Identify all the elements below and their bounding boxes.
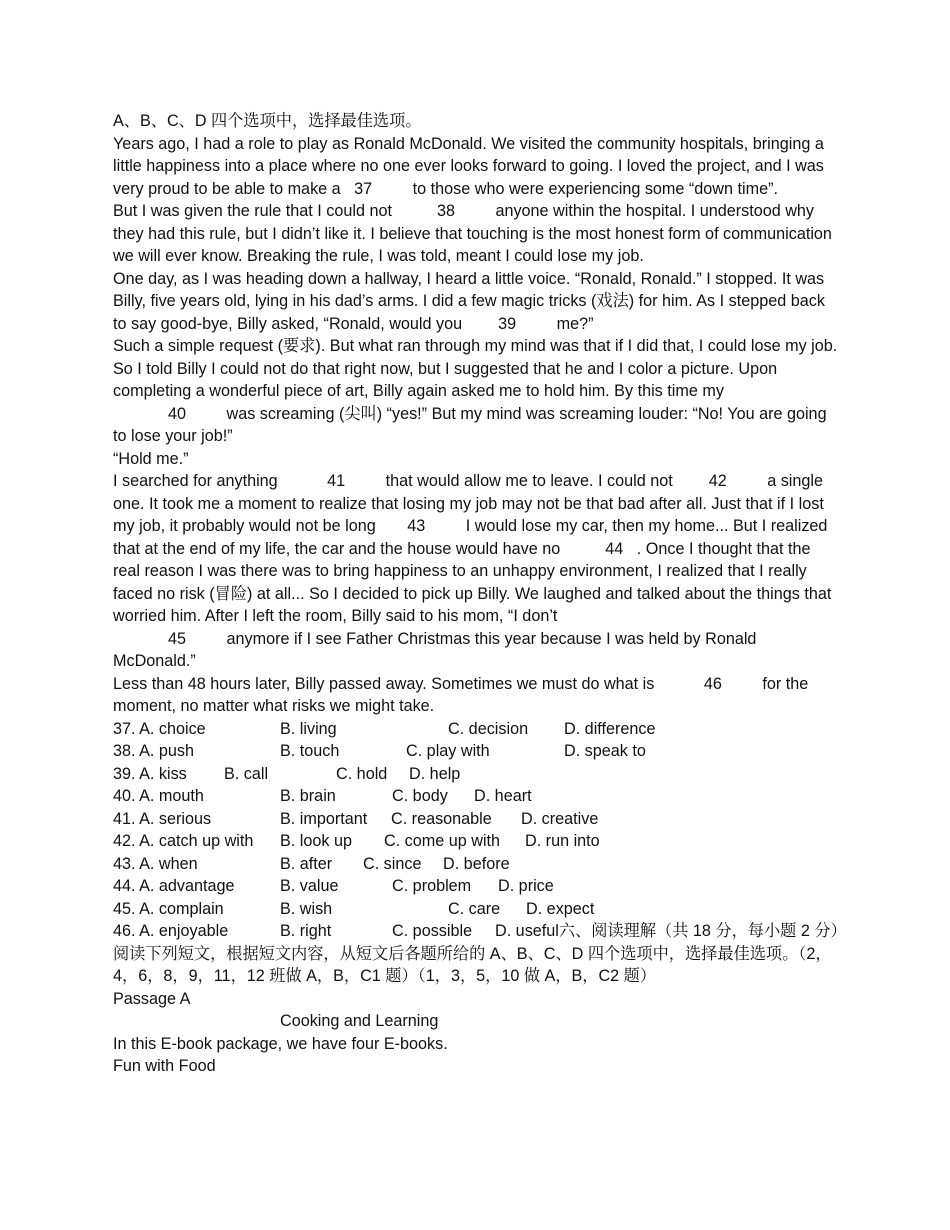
book-title-1: Fun with Food — [113, 1057, 216, 1075]
blank-44: 44 — [605, 539, 624, 558]
paragraph-5: “Hold me.” — [113, 449, 189, 468]
option-row-37: 37. A. choice B. living C. decision D. difference — [113, 719, 656, 738]
blank-43: 43 — [407, 517, 426, 535]
blank-46: 46 — [703, 674, 722, 693]
blank-38: 38 — [436, 202, 455, 220]
option-row-39: 39. A. kiss B. call C. hold D. help — [113, 764, 461, 783]
option-row-43: 43. A. when B. after C. since D. before — [113, 854, 510, 873]
option-row-41: 41. A. serious B. important C. reasonable D. creative — [113, 809, 599, 828]
blank-37: 37 — [354, 179, 373, 198]
paragraph-4: Such a simple request (要求). But what ran through my mind was that if I did that, I could lose my job. So I told Billy I could not do that right now, but I suggested that he and I color a picture. Upon completing a wonderful piece of art, Billy again asked me to hold him. By this time my 40 was screaming (尖叫) “yes!” But my mind was screaming louder: “No! You are going to lose your job!” — [113, 337, 838, 445]
paragraph-1: Years ago, I had a role to play as Ronald McDonald. We visited the community hospitals, bringing a little happiness into a place where no one ever looks forward to going. I loved the project, and I was very proud to be able to make a 37 to those who were experiencing some “down time”. — [113, 134, 824, 198]
option-row-40: 40. A. mouth B. brain C. body D. heart — [113, 787, 532, 805]
document-body — [113, 110, 839, 1078]
options-list — [113, 718, 839, 921]
blank-39: 39 — [498, 314, 517, 333]
option-row-44: 44. A. advantage B. value C. problem D. price — [113, 877, 554, 895]
paragraph-2: But I was given the rule that I could not 38 anyone within the hospital. I understood why they had this rule, but I didn’t like it. I believe that touching is the most honest form of communication we will ever know. Breaking the rule, I was told, meant I could lose my job. — [113, 202, 832, 265]
blank-40: 40 — [168, 404, 187, 423]
paragraph-7: Less than 48 hours later, Billy passed away. Sometimes we must do what is 46 for the moment, no matter what risks we might take. — [113, 674, 809, 715]
option-row-46-and-section-6: 46. A. enjoyable B. right C. possible D. useful六、阅读理解（共 18 分，每小题 2 分）阅读下列短文，根据短文内容，从短文后各题所给的 A、B、C、D 四个选项中，选择最佳选项。（2，4，6，8，9，11，12 班做 A，B，C1 题）（1，3，5，10 做 A，B，C2 题） — [113, 922, 839, 985]
blank-41: 41 — [327, 472, 346, 490]
option-row-38: 38. A. push B. touch C. play with D. speak to — [113, 742, 646, 760]
option-row-45: 45. A. complain B. wish C. care D. expect — [113, 899, 595, 918]
blank-45: 45 — [168, 629, 187, 648]
paragraph-6: I searched for anything 41 that would allow me to leave. I could not 42 a single one. It took me a moment to realize that losing my job may not be that bad after all. Just that if I lost my job, it probably would not be long 43 I would lose my car, then my home... But I realized that at the end of my life, the car and the house would have no 44 . Once I thought that the real reason I was there was to bring happiness to an unhappy environment, I realized that I really faced no risk (冒险) at all... So I decided to pick up Billy. We laughed and talked about the things that worried him. After I left the room, Billy said to his mom, “I don’t 45 anymore if I see Father Christmas this year because I was held by Ronald McDonald.” — [113, 472, 832, 670]
paragraph-3: One day, as I was heading down a hallway, I heard a little voice. “Ronald, Ronald.” I stopped. It was Billy, five years old, lying in his dad’s arms. I did a few magic tricks (戏法) for him. As I stepped back to say good-bye, Billy asked, “Ronald, would you 39 me?” — [113, 269, 825, 333]
passage-label: Passage A — [113, 989, 191, 1008]
section-6-instruction: 六、阅读理解（共 18 分，每小题 2 分）阅读下列短文，根据短文内容，从短文后各题所给的 A、B、C、D 四个选项中，选择最佳选项。（2，4，6，8，9，11，12 班做 A，B，C1 题）（1，3，5，10 做 A，B，C2 题） — [113, 922, 839, 985]
section-instruction: A、B、C、D 四个选项中，选择最佳选项。 — [113, 112, 422, 130]
passage-title: Cooking and Learning — [280, 1012, 439, 1030]
blank-42: 42 — [708, 472, 727, 490]
option-row-42: 42. A. catch up with B. look up C. come up with D. run into — [113, 832, 600, 850]
passage-intro: In this E-book package, we have four E-books. — [113, 1034, 448, 1053]
